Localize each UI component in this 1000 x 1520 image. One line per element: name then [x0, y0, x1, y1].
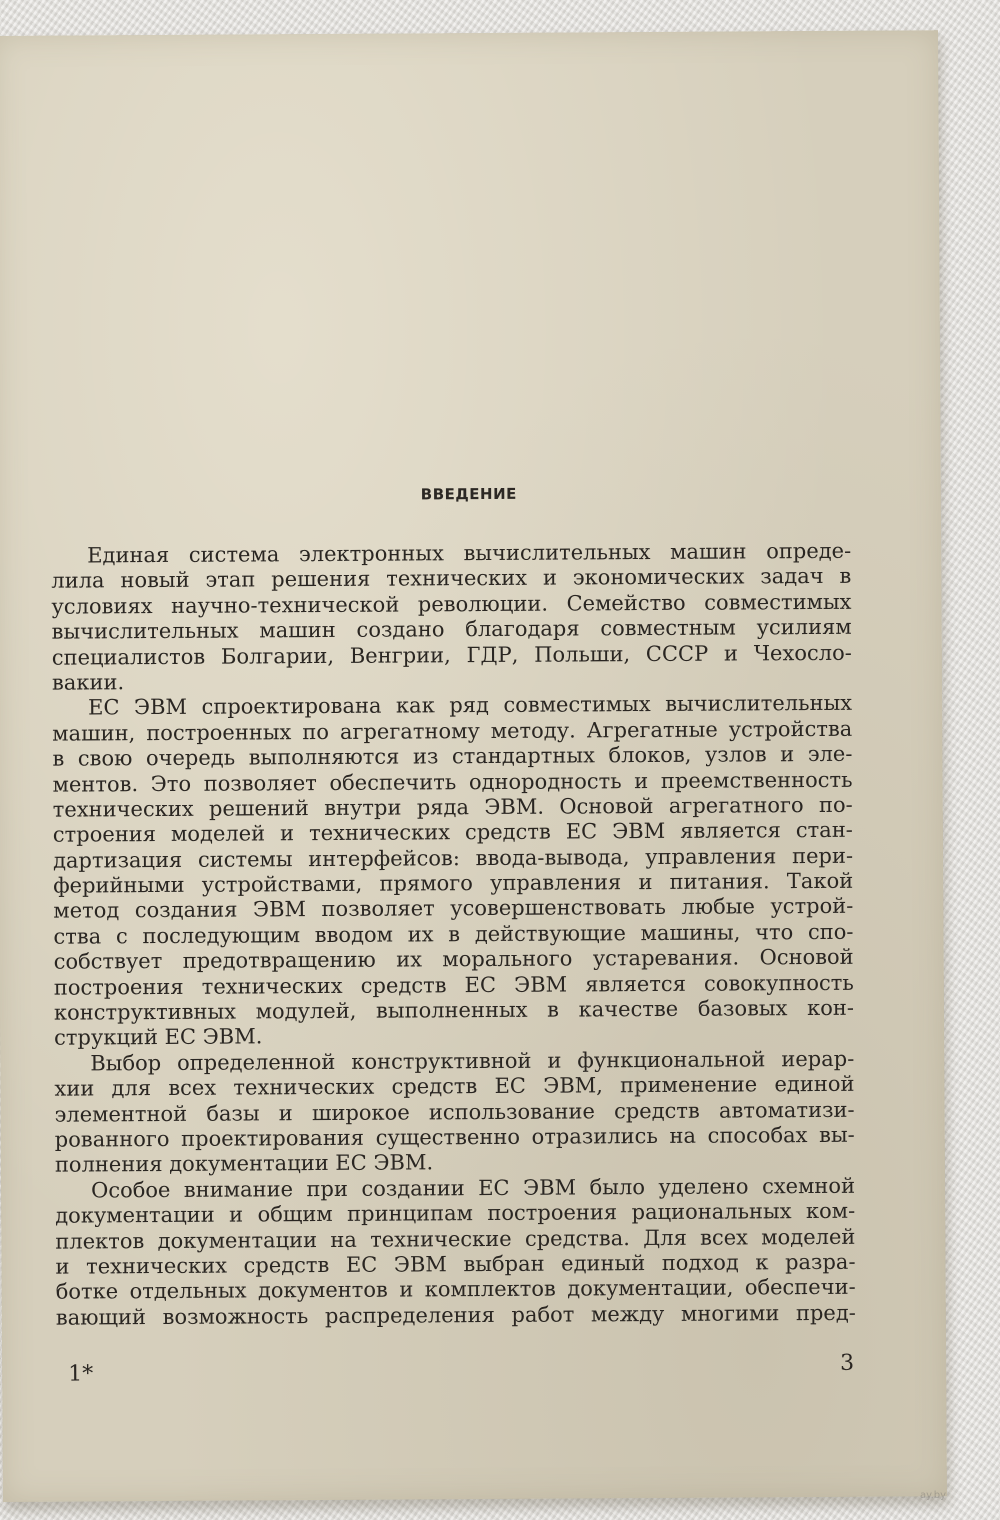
text-line: документации и общим принципам построения рациональных ком- [55, 1198, 856, 1228]
text-line: конструктивных модулей, выполненных в качестве базовых кон- [53, 995, 855, 1025]
page-number: 3 [840, 1350, 855, 1376]
text-line: специалистов Болгарии, Венгрии, ГДР, Польши, СССР и Чехосло- [51, 640, 852, 670]
text-line: ботке отдельных документов и комплектов документации, обеспечи- [55, 1275, 856, 1304]
text-line: машин, построенных по агрегатному методу. Агрегатные устройства [52, 716, 853, 746]
text-line: и технических средств ЕС ЭВМ выбран единый подход к разра- [55, 1249, 856, 1279]
text-line: Выбор определенной конструктивной и функциональной иерар- [90, 1046, 855, 1076]
text-line: ства с последующим вводом их в действующие машины, что спо- [53, 919, 854, 949]
signature-mark: 1* [68, 1361, 94, 1387]
text-line: струкций ЕС ЭВМ. [54, 1024, 263, 1051]
text-line: собствует предотвращению их морального устаревания. Основой [53, 945, 854, 974]
chapter-heading: ВВЕДЕНИЕ [420, 484, 517, 504]
text-line: метод создания ЭВМ позволяет усовершенствовать любые устрой- [53, 894, 854, 924]
book-page [0, 30, 947, 1502]
text-line: рованного проектирования существенно отразились на способах вы- [54, 1122, 855, 1152]
watermark: ay.by [920, 1490, 947, 1501]
text-line: полнения документации ЕС ЭВМ. [54, 1150, 434, 1178]
paragraph [52, 691, 854, 1051]
text-line: хии для всех технических средств ЕС ЭВМ, применение единой [54, 1071, 855, 1101]
text-line: ЕС ЭВМ спроектирована как ряд совместимых вычислительных [88, 691, 853, 720]
text-line: плектов документации на технические средства. Для всех моделей [55, 1224, 856, 1254]
text-line: вакии. [51, 670, 125, 695]
text-line: вычислительных машин создано благодаря совместным усилиям [51, 614, 852, 644]
text-line: вающий возможность распределения работ между многими пред- [55, 1300, 856, 1330]
paragraph [51, 539, 852, 696]
paragraph [54, 1047, 855, 1179]
text-line: Особое внимание при создании ЕС ЭВМ было уделено схемной [90, 1173, 856, 1203]
body-text [51, 539, 856, 1331]
paragraph [55, 1174, 856, 1331]
text-line: лила новый этап решения технических и экономических задач в [51, 564, 852, 594]
text-line: построения технических средств ЕС ЭВМ является совокупность [53, 970, 854, 1000]
text-line: ментов. Это позволяет обеспечить однородность и преемственность [52, 767, 853, 797]
text-line: в свою очередь выполняются из стандартных блоков, узлов и эле- [52, 741, 853, 771]
text-line: ферийными устройствами, прямого управления и питания. Такой [53, 868, 854, 898]
text-line: элементной базы и широкое использование средств автоматизи- [54, 1097, 855, 1127]
text-line: условиях научно-технической революции. Семейство совместимых [51, 589, 852, 619]
text-line: Единая система электронных вычислительных машин опреде- [87, 538, 852, 568]
text-line: строения моделей и технических средств ЕС ЭВМ является стан- [52, 818, 853, 847]
text-line: технических решений внутри ряда ЭВМ. Основой агрегатного по- [52, 792, 853, 822]
text-line: дартизация системы интерфейсов: ввода-вывода, управления пери- [52, 843, 854, 873]
